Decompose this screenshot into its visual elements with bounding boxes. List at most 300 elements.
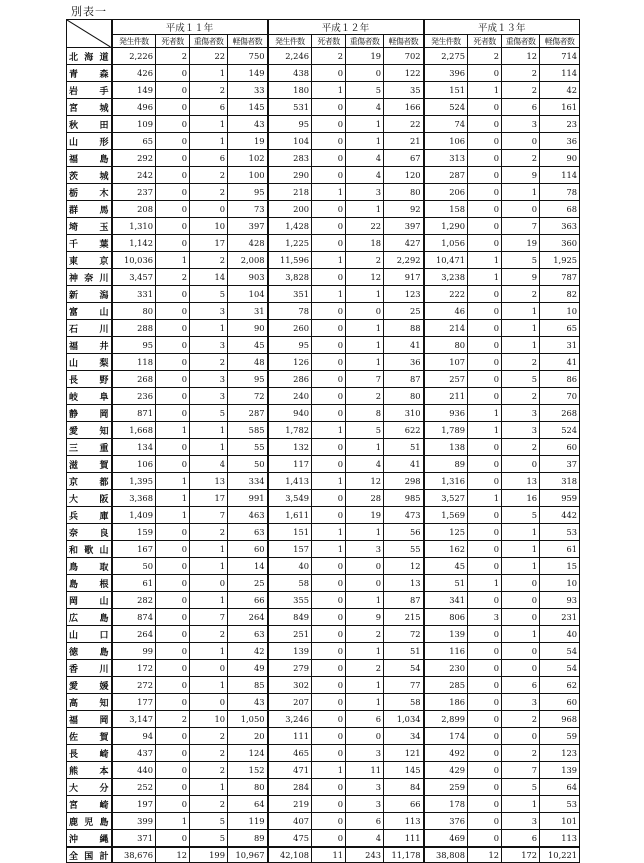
value-cell: 177	[112, 694, 156, 711]
value-cell: 2	[190, 524, 228, 541]
value-cell: 1	[346, 320, 384, 337]
table-row	[67, 116, 580, 133]
value-cell: 1	[346, 439, 384, 456]
table-row	[67, 354, 580, 371]
value-cell: 2	[190, 184, 228, 201]
prefecture-name: 大阪	[67, 490, 112, 507]
value-cell: 3,549	[268, 490, 312, 507]
value-cell: 116	[424, 643, 468, 660]
value-cell: 524	[540, 422, 580, 439]
value-cell: 0	[312, 456, 346, 473]
value-cell: 1	[156, 507, 190, 524]
value-cell: 874	[112, 609, 156, 626]
value-cell: 10,967	[228, 847, 268, 863]
prefecture-name: 秋田	[67, 116, 112, 133]
table-row	[67, 371, 580, 388]
prefecture-name: 長崎	[67, 745, 112, 762]
value-cell: 42	[540, 82, 580, 99]
prefecture-name: 鳥取	[67, 558, 112, 575]
value-cell: 119	[228, 813, 268, 830]
value-cell: 0	[312, 388, 346, 405]
value-cell: 40	[268, 558, 312, 575]
value-cell: 492	[424, 745, 468, 762]
value-cell: 186	[424, 694, 468, 711]
value-cell: 0	[468, 507, 502, 524]
value-cell: 0	[502, 609, 540, 626]
value-cell: 264	[112, 626, 156, 643]
value-cell: 428	[228, 235, 268, 252]
value-cell: 5	[190, 813, 228, 830]
table-row	[67, 507, 580, 524]
prefecture-name: 愛媛	[67, 677, 112, 694]
value-cell: 1	[312, 541, 346, 558]
prefecture-name: 神奈川	[67, 269, 112, 286]
value-cell: 1	[190, 422, 228, 439]
prefecture-name: 岐阜	[67, 388, 112, 405]
value-cell: 991	[228, 490, 268, 507]
prefecture-name: 愛知	[67, 422, 112, 439]
value-cell: 871	[112, 405, 156, 422]
value-cell: 102	[228, 150, 268, 167]
value-cell: 21	[384, 133, 424, 150]
value-cell: 64	[228, 796, 268, 813]
value-cell: 6	[190, 99, 228, 116]
value-cell: 0	[312, 813, 346, 830]
prefecture-name: 佐賀	[67, 728, 112, 745]
value-cell: 3,828	[268, 269, 312, 286]
value-cell: 0	[156, 745, 190, 762]
value-cell: 145	[228, 99, 268, 116]
value-cell: 151	[424, 82, 468, 99]
value-cell: 0	[468, 728, 502, 745]
value-cell: 118	[112, 354, 156, 371]
value-cell: 2	[502, 286, 540, 303]
value-cell: 87	[384, 371, 424, 388]
col-header-serious: 重傷者数	[346, 35, 384, 48]
value-cell: 2	[502, 745, 540, 762]
col-header-serious: 重傷者数	[502, 35, 540, 48]
value-cell: 0	[156, 286, 190, 303]
value-cell: 113	[540, 830, 580, 848]
value-cell: 51	[424, 575, 468, 592]
value-cell: 0	[468, 235, 502, 252]
value-cell: 4	[346, 456, 384, 473]
value-cell: 121	[384, 745, 424, 762]
value-cell: 1	[502, 184, 540, 201]
prefecture-name: 北海道	[67, 48, 112, 65]
value-cell: 0	[468, 830, 502, 848]
value-cell: 13	[384, 575, 424, 592]
value-cell: 19	[228, 133, 268, 150]
value-cell: 442	[540, 507, 580, 524]
value-cell: 25	[384, 303, 424, 320]
value-cell: 1	[312, 762, 346, 779]
value-cell: 1	[190, 592, 228, 609]
value-cell: 440	[112, 762, 156, 779]
table-row	[67, 541, 580, 558]
value-cell: 0	[468, 796, 502, 813]
value-cell: 1,569	[424, 507, 468, 524]
prefecture-name: 岡山	[67, 592, 112, 609]
value-cell: 0	[502, 201, 540, 218]
value-cell: 1,310	[112, 218, 156, 235]
value-cell: 1,316	[424, 473, 468, 490]
value-cell: 0	[468, 660, 502, 677]
value-cell: 46	[424, 303, 468, 320]
prefecture-name: 群馬	[67, 201, 112, 218]
value-cell: 302	[268, 677, 312, 694]
value-cell: 113	[384, 813, 424, 830]
value-cell: 7	[502, 218, 540, 235]
value-cell: 313	[424, 150, 468, 167]
prefecture-name: 大分	[67, 779, 112, 796]
prefecture-name: 青森	[67, 65, 112, 82]
value-cell: 174	[424, 728, 468, 745]
value-cell: 166	[384, 99, 424, 116]
value-cell: 714	[540, 48, 580, 65]
value-cell: 7	[346, 371, 384, 388]
value-cell: 1	[190, 779, 228, 796]
value-cell: 36	[384, 354, 424, 371]
value-cell: 230	[424, 660, 468, 677]
col-header-minor: 軽傷者数	[384, 35, 424, 48]
prefecture-name: 茨城	[67, 167, 112, 184]
value-cell: 67	[384, 150, 424, 167]
value-cell: 1	[190, 133, 228, 150]
value-cell: 50	[228, 456, 268, 473]
value-cell: 95	[228, 184, 268, 201]
value-cell: 287	[228, 405, 268, 422]
value-cell: 59	[540, 728, 580, 745]
value-cell: 218	[268, 184, 312, 201]
value-cell: 1	[468, 82, 502, 99]
value-cell: 0	[312, 507, 346, 524]
value-cell: 429	[424, 762, 468, 779]
value-cell: 264	[228, 609, 268, 626]
value-cell: 10	[190, 711, 228, 728]
value-cell: 206	[424, 184, 468, 201]
value-cell: 5	[190, 405, 228, 422]
value-cell: 151	[268, 524, 312, 541]
value-cell: 1	[312, 184, 346, 201]
value-cell: 1	[190, 558, 228, 575]
value-cell: 12	[502, 48, 540, 65]
table-row	[67, 677, 580, 694]
value-cell: 0	[312, 405, 346, 422]
table-row	[67, 235, 580, 252]
value-cell: 0	[468, 711, 502, 728]
value-cell: 0	[468, 286, 502, 303]
value-cell: 53	[540, 524, 580, 541]
value-cell: 37	[540, 456, 580, 473]
value-cell: 0	[346, 575, 384, 592]
value-cell: 0	[312, 201, 346, 218]
value-cell: 197	[112, 796, 156, 813]
prefecture-name: 香川	[67, 660, 112, 677]
value-cell: 104	[228, 286, 268, 303]
value-cell: 2	[190, 796, 228, 813]
value-cell: 214	[424, 320, 468, 337]
table-row	[67, 303, 580, 320]
value-cell: 161	[540, 99, 580, 116]
value-cell: 95	[268, 116, 312, 133]
value-cell: 318	[540, 473, 580, 490]
value-cell: 292	[112, 150, 156, 167]
value-cell: 23	[540, 116, 580, 133]
value-cell: 33	[228, 82, 268, 99]
value-cell: 1	[190, 65, 228, 82]
value-cell: 1	[312, 524, 346, 541]
table-row	[67, 660, 580, 677]
value-cell: 94	[112, 728, 156, 745]
value-cell: 16	[502, 490, 540, 507]
value-cell: 3,147	[112, 711, 156, 728]
value-cell: 20	[228, 728, 268, 745]
value-cell: 1	[312, 82, 346, 99]
prefecture-name: 栃木	[67, 184, 112, 201]
value-cell: 0	[156, 592, 190, 609]
value-cell: 0	[312, 133, 346, 150]
value-cell: 2	[502, 82, 540, 99]
value-cell: 80	[424, 337, 468, 354]
value-cell: 12	[346, 473, 384, 490]
value-cell: 68	[540, 201, 580, 218]
value-cell: 61	[540, 541, 580, 558]
value-cell: 199	[190, 847, 228, 863]
value-cell: 54	[384, 660, 424, 677]
value-cell: 1	[190, 643, 228, 660]
value-cell: 1	[468, 490, 502, 507]
value-cell: 917	[384, 269, 424, 286]
value-cell: 50	[112, 558, 156, 575]
value-cell: 11	[312, 847, 346, 863]
value-cell: 0	[468, 167, 502, 184]
value-cell: 60	[228, 541, 268, 558]
value-cell: 114	[540, 167, 580, 184]
value-cell: 145	[384, 762, 424, 779]
value-cell: 17	[190, 235, 228, 252]
value-cell: 45	[228, 337, 268, 354]
value-cell: 1	[346, 354, 384, 371]
value-cell: 1	[346, 133, 384, 150]
value-cell: 87	[384, 592, 424, 609]
table-row	[67, 728, 580, 745]
value-cell: 437	[112, 745, 156, 762]
value-cell: 5	[502, 371, 540, 388]
value-cell: 1	[156, 813, 190, 830]
value-cell: 1	[156, 473, 190, 490]
value-cell: 251	[268, 626, 312, 643]
col-header-serious: 重傷者数	[190, 35, 228, 48]
value-cell: 215	[384, 609, 424, 626]
table-row	[67, 82, 580, 99]
prefecture-name: 福島	[67, 150, 112, 167]
value-cell: 0	[156, 830, 190, 848]
value-cell: 5	[502, 779, 540, 796]
value-cell: 469	[424, 830, 468, 848]
value-cell: 397	[384, 218, 424, 235]
value-cell: 36	[540, 133, 580, 150]
table-caption: 別表一	[71, 5, 107, 18]
value-cell: 0	[156, 371, 190, 388]
value-cell: 122	[384, 65, 424, 82]
value-cell: 45	[424, 558, 468, 575]
value-cell: 35	[384, 82, 424, 99]
value-cell: 3	[346, 779, 384, 796]
value-cell: 475	[268, 830, 312, 848]
value-cell: 0	[468, 99, 502, 116]
value-cell: 0	[312, 235, 346, 252]
value-cell: 2	[190, 745, 228, 762]
value-cell: 0	[156, 167, 190, 184]
value-cell: 90	[540, 150, 580, 167]
value-cell: 959	[540, 490, 580, 507]
value-cell: 0	[468, 473, 502, 490]
value-cell: 282	[112, 592, 156, 609]
value-cell: 51	[384, 643, 424, 660]
value-cell: 471	[268, 762, 312, 779]
value-cell: 3	[190, 337, 228, 354]
value-cell: 2,246	[268, 48, 312, 65]
value-cell: 0	[312, 354, 346, 371]
col-header-incidents: 発生件数	[424, 35, 468, 48]
value-cell: 2,226	[112, 48, 156, 65]
value-cell: 172	[502, 847, 540, 863]
value-cell: 0	[468, 354, 502, 371]
value-cell: 0	[502, 643, 540, 660]
value-cell: 0	[312, 167, 346, 184]
value-cell: 101	[540, 813, 580, 830]
value-cell: 2	[156, 269, 190, 286]
value-cell: 139	[424, 626, 468, 643]
value-cell: 48	[228, 354, 268, 371]
value-cell: 61	[112, 575, 156, 592]
value-cell: 6	[502, 677, 540, 694]
value-cell: 0	[346, 303, 384, 320]
value-cell: 22	[384, 116, 424, 133]
value-cell: 1	[312, 473, 346, 490]
value-cell: 77	[384, 677, 424, 694]
value-cell: 2	[502, 150, 540, 167]
value-cell: 31	[228, 303, 268, 320]
value-cell: 149	[112, 82, 156, 99]
col-header-deaths: 死者数	[468, 35, 502, 48]
value-cell: 0	[468, 626, 502, 643]
value-cell: 341	[424, 592, 468, 609]
value-cell: 180	[268, 82, 312, 99]
value-cell: 10	[190, 218, 228, 235]
value-cell: 0	[156, 575, 190, 592]
value-cell: 268	[112, 371, 156, 388]
value-cell: 0	[468, 439, 502, 456]
value-cell: 4	[346, 99, 384, 116]
value-cell: 139	[540, 762, 580, 779]
value-cell: 2	[502, 711, 540, 728]
value-cell: 1,413	[268, 473, 312, 490]
value-cell: 100	[228, 167, 268, 184]
value-cell: 6	[502, 99, 540, 116]
value-cell: 0	[312, 626, 346, 643]
value-cell: 13	[502, 473, 540, 490]
value-cell: 0	[502, 133, 540, 150]
value-cell: 167	[112, 541, 156, 558]
table-row	[67, 592, 580, 609]
value-cell: 397	[228, 218, 268, 235]
value-cell: 80	[112, 303, 156, 320]
value-cell: 0	[156, 677, 190, 694]
value-cell: 1	[468, 422, 502, 439]
value-cell: 0	[468, 592, 502, 609]
prefecture-name: 熊本	[67, 762, 112, 779]
value-cell: 0	[468, 150, 502, 167]
value-cell: 3	[502, 116, 540, 133]
col-header-deaths: 死者数	[156, 35, 190, 48]
value-cell: 104	[268, 133, 312, 150]
value-cell: 0	[468, 371, 502, 388]
value-cell: 1	[312, 252, 346, 269]
value-cell: 334	[228, 473, 268, 490]
value-cell: 2	[190, 82, 228, 99]
prefecture-name: 三重	[67, 439, 112, 456]
value-cell: 0	[156, 99, 190, 116]
value-cell: 0	[312, 320, 346, 337]
value-cell: 1	[346, 201, 384, 218]
value-cell: 3,527	[424, 490, 468, 507]
table-row	[67, 711, 580, 728]
value-cell: 0	[468, 694, 502, 711]
value-cell: 702	[384, 48, 424, 65]
value-cell: 0	[502, 728, 540, 745]
table-row	[67, 473, 580, 490]
value-cell: 19	[346, 48, 384, 65]
value-cell: 9	[502, 269, 540, 286]
value-cell: 0	[312, 303, 346, 320]
value-cell: 7	[190, 507, 228, 524]
value-cell: 0	[312, 99, 346, 116]
value-cell: 6	[502, 830, 540, 848]
table-row	[67, 150, 580, 167]
value-cell: 6	[346, 711, 384, 728]
value-cell: 0	[468, 218, 502, 235]
value-cell: 1	[346, 524, 384, 541]
value-cell: 3	[190, 371, 228, 388]
table-row	[67, 99, 580, 116]
value-cell: 106	[112, 456, 156, 473]
value-cell: 0	[468, 65, 502, 82]
value-cell: 1	[502, 541, 540, 558]
value-cell: 2	[346, 660, 384, 677]
value-cell: 78	[540, 184, 580, 201]
value-cell: 787	[540, 269, 580, 286]
col-header-minor: 軽傷者数	[540, 35, 580, 48]
value-cell: 0	[312, 439, 346, 456]
prefecture-name: 京都	[67, 473, 112, 490]
value-cell: 351	[268, 286, 312, 303]
value-cell: 1,409	[112, 507, 156, 524]
value-cell: 2	[156, 48, 190, 65]
prefecture-name: 静岡	[67, 405, 112, 422]
prefecture-name: 滋賀	[67, 456, 112, 473]
value-cell: 0	[468, 184, 502, 201]
value-cell: 0	[156, 320, 190, 337]
value-cell: 159	[112, 524, 156, 541]
value-cell: 283	[268, 150, 312, 167]
table-total-row	[67, 847, 580, 863]
value-cell: 0	[312, 830, 346, 848]
value-cell: 9	[502, 167, 540, 184]
table-row	[67, 337, 580, 354]
value-cell: 72	[384, 626, 424, 643]
